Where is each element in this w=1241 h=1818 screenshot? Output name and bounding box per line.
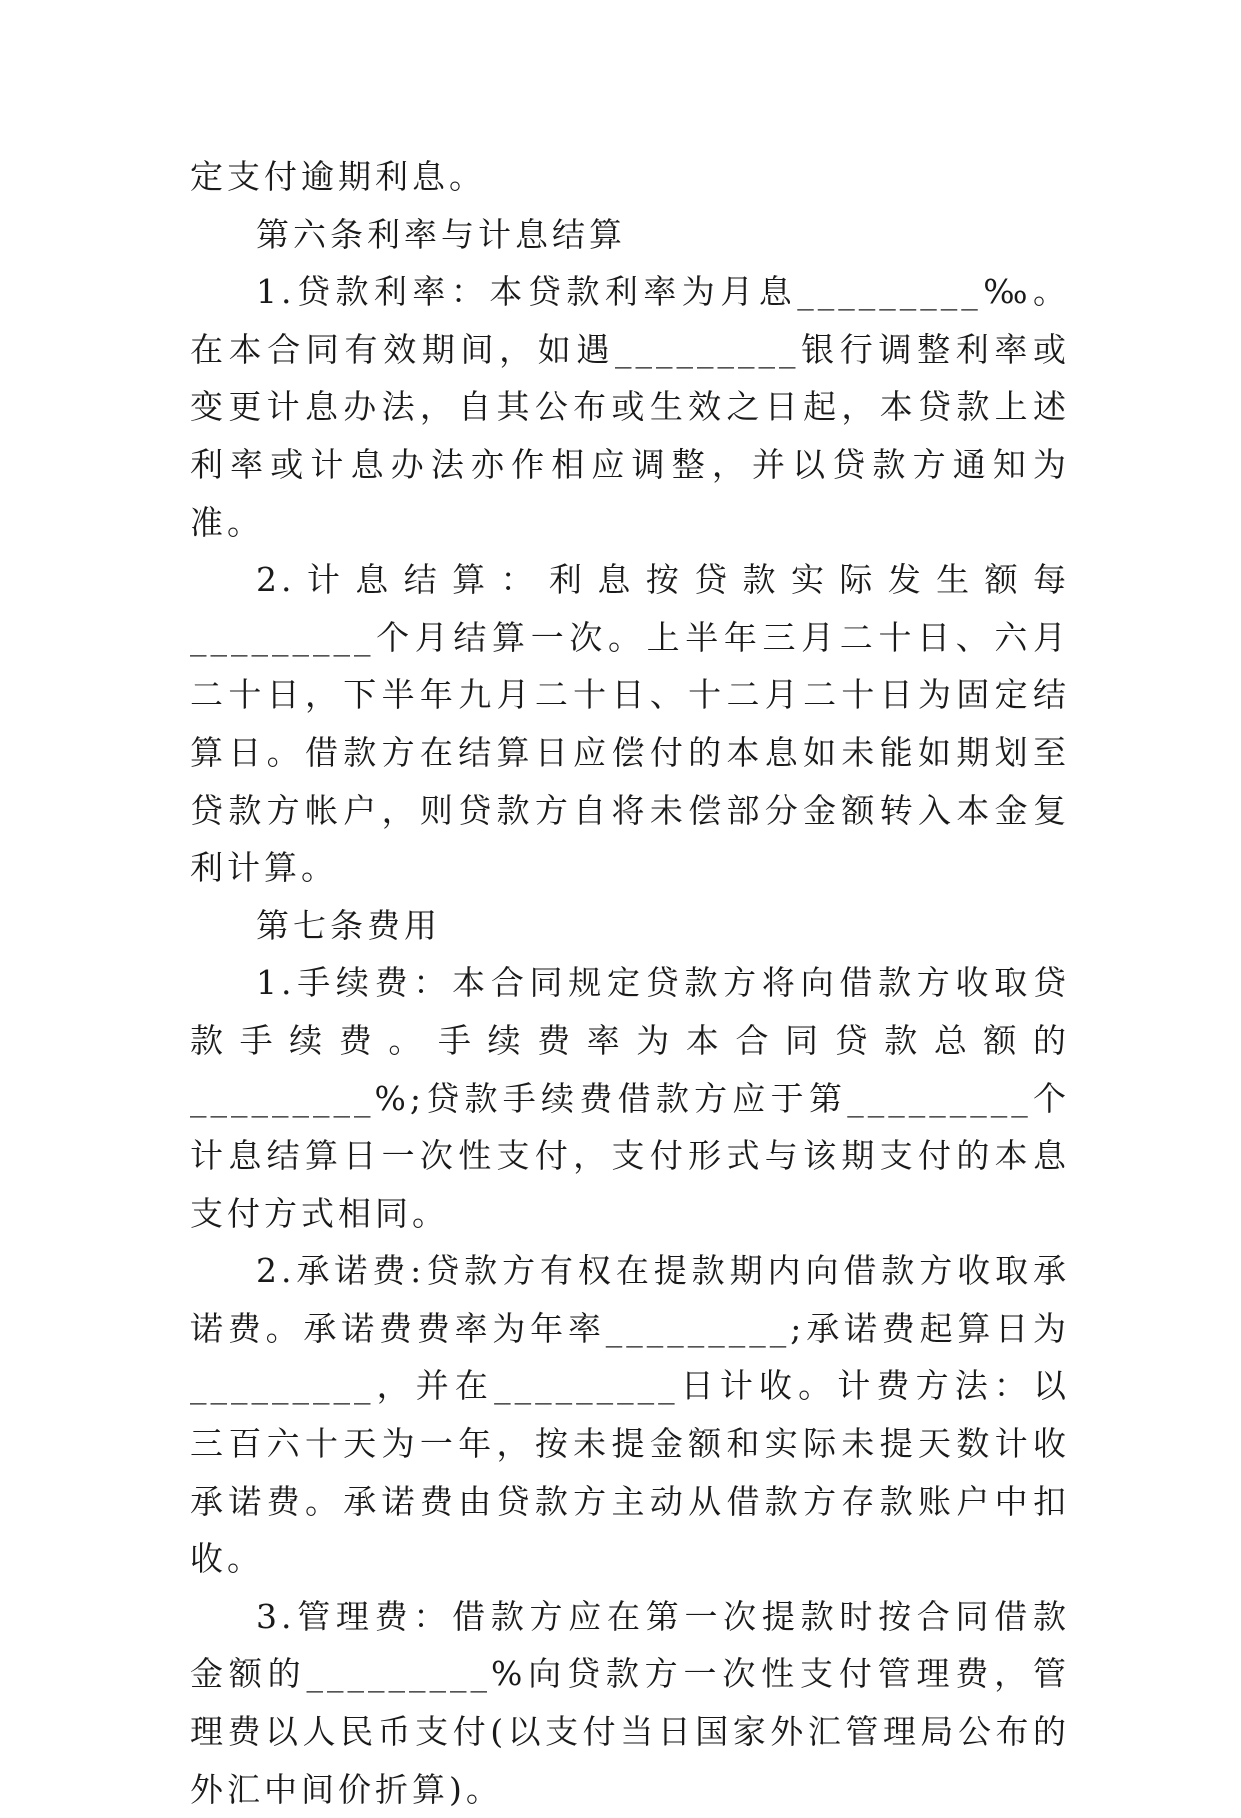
clause-commitment-fee: 2.承诺费:贷款方有权在提款期内向借款方收取承诺费。承诺费费率为年率_________;承诺费起算日为_________，并在_________日计收。计费方法：以三百六十天为一年，按未提金额和实际未提天数计收承诺费。承诺费由贷款方主动从借款方存款账户中扣收。: [190, 1251, 1070, 1579]
article-7-heading: 第七条费用: [256, 905, 441, 945]
clause-management-fee: 3.管理费：借款方应在第一次提款时按合同借款金额的_________%向贷款方一次性支付管理费，管理费以人民币支付(以支付当日国家外汇管理局公布的外汇中间价折算)。: [190, 1596, 1070, 1809]
clause-interest-settlement: 2.计息结算：利息按贷款实际发生额每_________个月结算一次。上半年三月二十日、六月二十日，下半年九月二十日、十二月二十日为固定结算日。借款方在结算日应偿付的本息如未能如期划至贷款方帐户，则贷款方自将未偿部分金额转入本金复利计算。: [190, 560, 1070, 888]
paragraph-continuation: 定支付逾期利息。: [190, 157, 486, 196]
clause-loan-interest-rate: 1.贷款利率：本贷款利率为月息_________‰。在本合同有效期间，如遇_________银行调整利率或变更计息办法，自其公布或生效之日起，本贷款上述利率或计息办法亦作相应调整，并以贷款方通知为准。: [190, 272, 1070, 542]
document-body: [190, 148, 1070, 1818]
article-6-heading: 第六条利率与计息结算: [256, 214, 626, 254]
clause-handling-fee: 1.手续费：本合同规定贷款方将向借款方收取贷款手续费。手续费率为本合同贷款总额的_________%;贷款手续费借款方应于第_________个计息结算日一次性支付，支付形式与该期支付的本息支付方式相同。: [190, 963, 1070, 1233]
